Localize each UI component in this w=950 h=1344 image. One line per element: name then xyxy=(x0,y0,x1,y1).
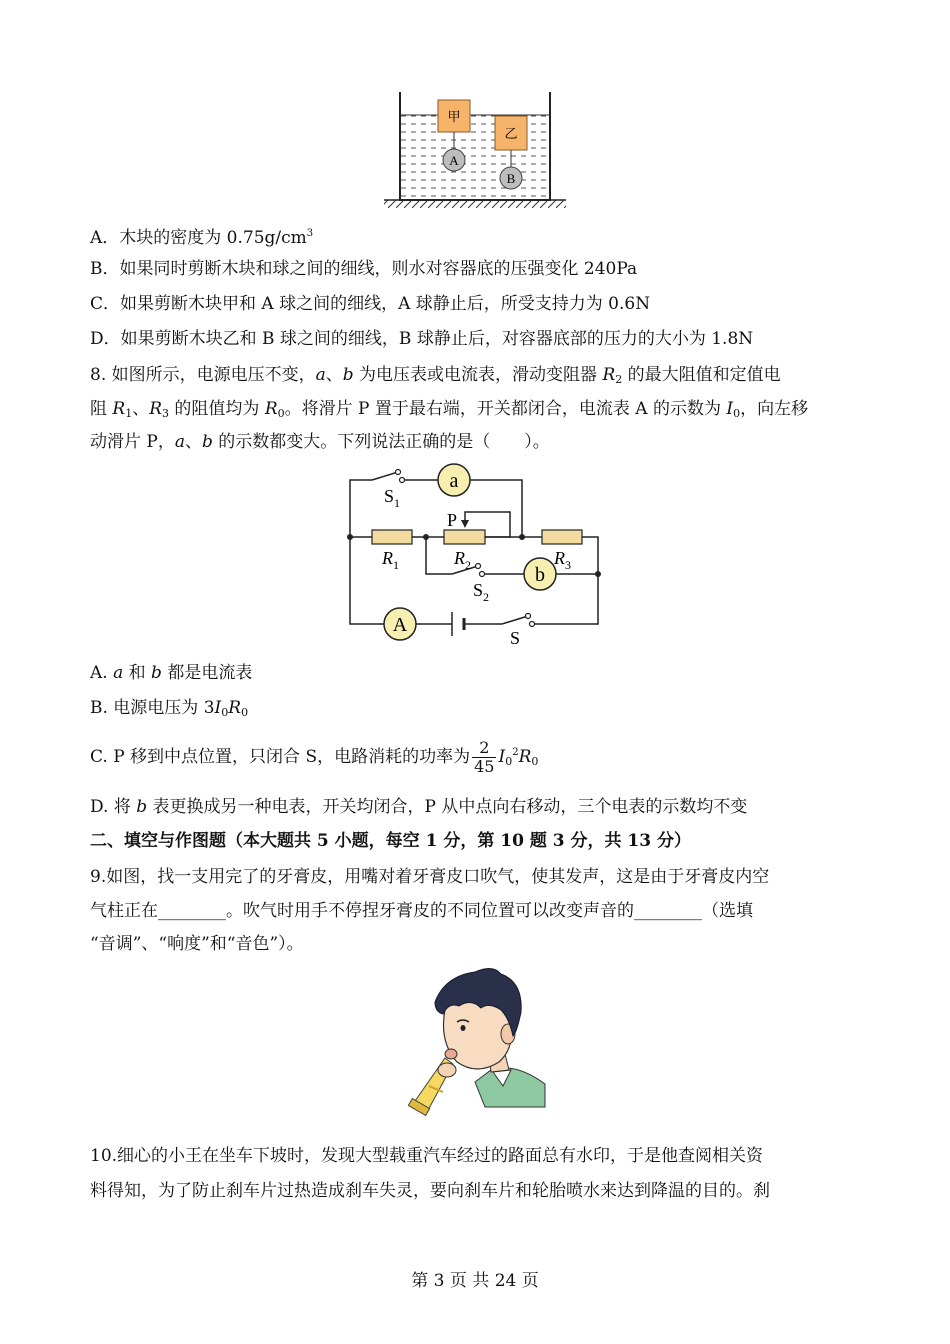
q9-boy-illustration xyxy=(405,962,550,1127)
q7-option-b: B．如果同时剪断木块和球之间的细线，则水对容器底的压强变化 240Pa xyxy=(90,259,638,279)
q8-stem-line3: 动滑片 P，a、b 的示数都变大。下列说法正确的是（ ）。 xyxy=(90,432,550,452)
section-2-title: 二、填空与作图题（本大题共 5 小题，每空 1 分，第 10 题 3 分，共 13 分） xyxy=(90,831,691,851)
meter-b-label: b xyxy=(535,564,545,586)
block-yi-label: 乙 xyxy=(504,126,518,141)
page-footer: 第 3 页 共 24 页 xyxy=(411,1271,539,1291)
ball-a-label: A xyxy=(449,153,459,168)
fraction: $\frac{2}{45}$ xyxy=(474,738,495,776)
q7-option-c: C．如果剪断木块甲和 A 球之间的细线，A 球静止后，所受支持力为 0.6N xyxy=(90,294,651,314)
r2-label: $R_2$ xyxy=(454,548,471,572)
q8-option-b: B. 电源电压为 $3I_0R_0$ xyxy=(90,698,249,719)
q10-line2: 料得知，为了防止刹车片过热造成刹车失灵，要向刹车片和轮胎喷水来达到降温的目的。刹 xyxy=(90,1181,770,1201)
q10-line1: 10.细心的小王在坐车下坡时，发现大型载重汽车经过的路面总有水印，于是他查阅相关资 xyxy=(90,1146,764,1166)
slider-arrow xyxy=(461,520,469,528)
ball-b-label: B xyxy=(506,171,516,186)
q9-line3: “音调”、“响度”和“音色”）。 xyxy=(90,934,304,954)
q9-line2: 气柱正在________。吹气时用手不停捏牙膏皮的不同位置可以改变声音的________（选填 xyxy=(90,901,753,921)
r1-label: $R_1$ xyxy=(382,548,399,572)
s1-label: $S_1$ xyxy=(384,486,401,510)
meter-a-label: a xyxy=(449,470,459,492)
resistor-r3 xyxy=(542,530,582,544)
q8-option-c: C. P 移到中点位置，只闭合 S，电路消耗的功率为 $\frac{2}{45}$ $I_0^2R_0$ xyxy=(90,738,539,776)
ammeter-label: A xyxy=(392,614,408,636)
q8-circuit xyxy=(340,460,610,655)
r3-label: $R_3$ xyxy=(554,548,571,572)
switch-s xyxy=(502,616,528,624)
resistor-r1 xyxy=(372,530,412,544)
switch-s1 xyxy=(372,472,398,480)
q7-figure xyxy=(380,88,570,212)
q8-stem-line2: 阻 $R_1$、$R_3$ 的阻值均为 $R_0$。将滑片 P 置于最右端，开关都闭合，电流表 A 的示数为 $I_0$，向左移 xyxy=(90,399,809,420)
ground-hatch xyxy=(384,200,566,208)
q7-option-d: D．如果剪断木块乙和 B 球之间的细线，B 球静止后，对容器底部的压力的大小为 1.8N xyxy=(90,329,754,349)
p-label: P xyxy=(447,510,458,530)
q8-stem-line1: 8. 如图所示，电源电压不变，a、b 为电压表或电流表，滑动变阻器 $R_2$ 的最大阻值和定值电 xyxy=(90,365,781,386)
resistor-r2 xyxy=(444,530,485,544)
block-jia-label: 甲 xyxy=(447,109,461,124)
q8-option-a: A. a 和 b 都是电流表 xyxy=(90,663,253,683)
q8-option-d: D. 将 b 表更换成另一种电表，开关均闭合，P 从中点向右移动，三个电表的示数均不变 xyxy=(90,797,748,817)
q7-option-a: A．木块的密度为 $0.75g/cm^3$ xyxy=(90,228,314,248)
s-label: S xyxy=(510,628,521,648)
q9-line1: 9.如图，找一支用完了的牙膏皮，用嘴对着牙膏皮口吹气，使其发声，这是由于牙膏皮内空 xyxy=(90,867,770,887)
s2-label: $S_2$ xyxy=(473,580,490,604)
